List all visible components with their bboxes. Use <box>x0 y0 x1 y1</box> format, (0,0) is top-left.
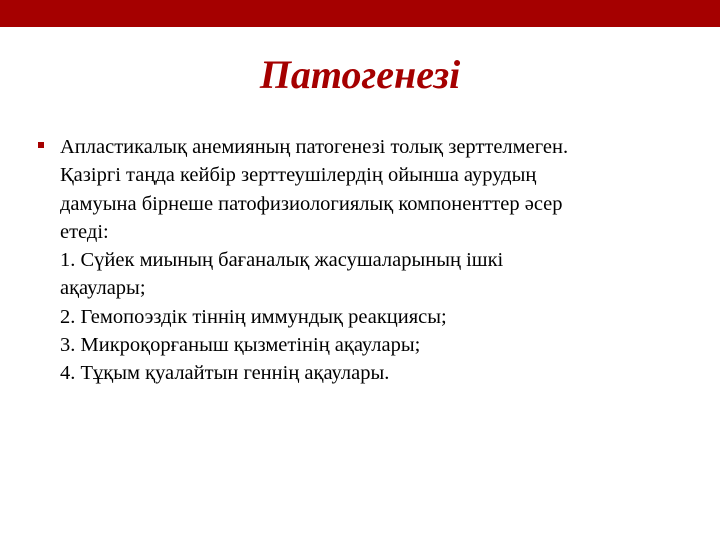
body-line: дамуына бірнеше патофизиологиялық компоненттер әсер <box>60 192 563 215</box>
body-line: Қазіргі таңда кейбір зерттеушілердің ойынша аурудың <box>60 164 537 187</box>
body-line: 1. Сүйек миының бағаналық жасушаларының ішкі <box>60 249 504 272</box>
body-line: 3. Микроқорғаныш қызметінің ақаулары; <box>60 334 421 357</box>
top-accent-bar <box>0 0 720 27</box>
body-line: 4. Тұқым қуалайтын геннің ақаулары. <box>60 362 390 385</box>
body-line: ақаулары; <box>60 277 146 300</box>
body-line: 2. Гемопоэздік тіннің иммундық реакциясы; <box>60 305 447 328</box>
body-text <box>60 133 680 388</box>
slide-title: Патогенезі <box>259 52 461 97</box>
square-bullet-icon <box>38 142 44 148</box>
body-line: етеді: <box>60 220 109 243</box>
body-line: Апластикалық анемияның патогенезі толық зерттелмеген. <box>60 136 569 158</box>
